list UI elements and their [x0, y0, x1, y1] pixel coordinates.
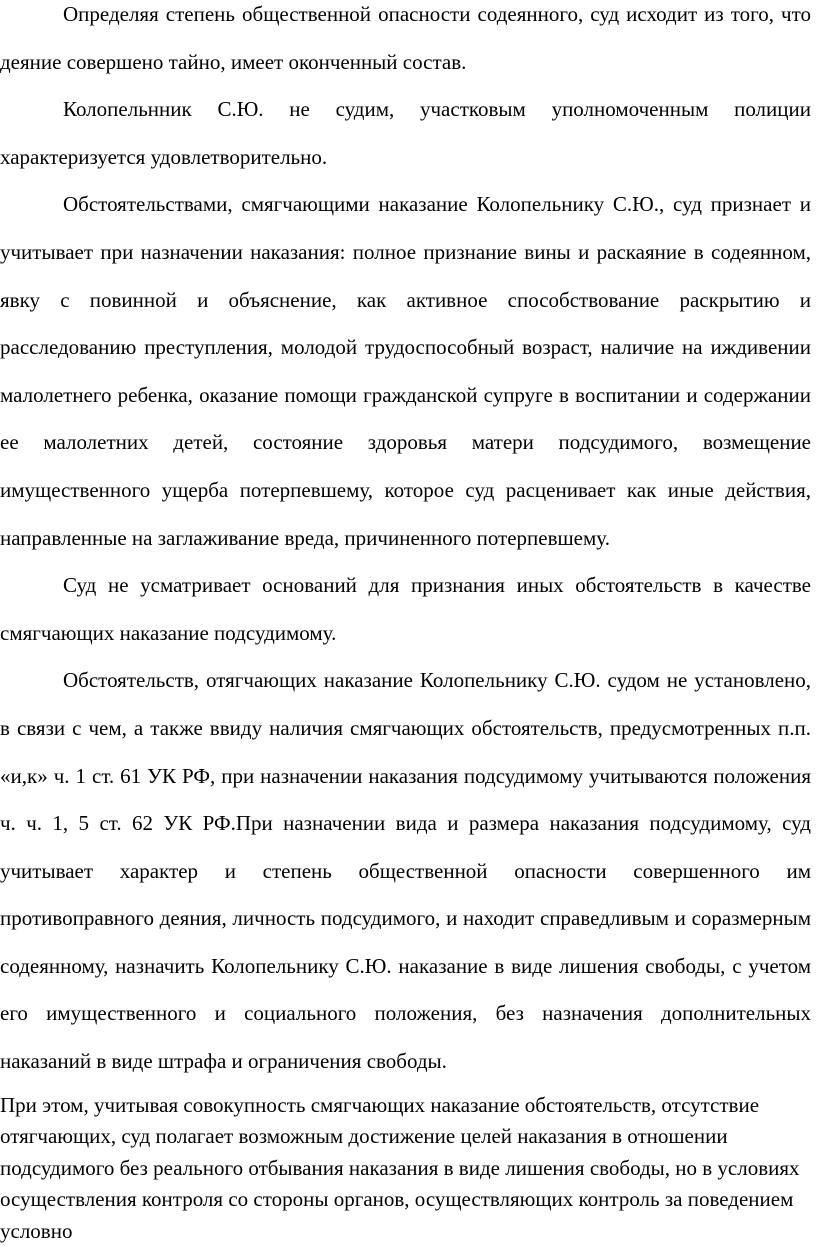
- paragraph-danger-assessment: Определяя степень общественной опасности содеянного, суд исходит из того, что деяние совершено тайно, имеет оконченный состав.: [0, 2, 811, 74]
- paragraph-mitigating-circumstances: Обстоятельствами, смягчающими наказание Колопельнику С.Ю., суд признает и учитывает при назначении наказания: полное признание вины и раскаяние в содеянном, явку с повинной и объяснение, как активное способствование раскрытию и расследованию преступления, молодой трудоспособный возраст, наличие на иждивении малолетнего ребенка, оказание помощи гражданской супруге в воспитании и содержании ее малолетних детей, состояние здоровья матери подсудимого, возмещение имущественного ущерба потерпевшему, которое суд расценивает как иные действия, направленные на заглаживание вреда, причиненного потерпевшему.: [0, 192, 811, 550]
- paragraph-sentencing: Обстоятельств, отягчающих наказание Колопельнику С.Ю. судом не установлено, в связи с чем, а также ввиду наличия смягчающих обстоятельств, предусмотренных п.п. «и,к» ч. 1 ст. 61 УК РФ, при назначении наказания подсудимому учитываются положения ч. ч. 1, 5 ст. 62 УК РФ.При назначении вида и размера наказания подсудимому, суд учитывает характер и степень общественной опасности совершенного им противоправного деяния, личность подсудимого, и находит справедливым и соразмерным содеянному, назначить Колопельнику С.Ю. наказание в виде лишения свободы, с учетом его имущественного и социального положения, без назначения дополнительных наказаний в виде штрафа и ограничения свободы.: [0, 668, 811, 1074]
- paragraph-suspended-sentence: При этом, учитывая совокупность смягчающих наказание обстоятельств, отсутствие отягчающих, суд полагает возможным достижение целей наказания в отношении подсудимого без реального отбывания наказания в виде лишения свободы, но в условиях осуществления контроля со стороны органов, осуществляющих контроль за поведением условно: [0, 1092, 800, 1243]
- paragraph-defendant-character: Колопельнник С.Ю. не судим, участковым уполномоченным полиции характеризуется удовлетворительно.: [0, 97, 811, 169]
- paragraph-no-other-mitigating: Суд не усматривает оснований для признания иных обстоятельств в качестве смягчающих наказание подсудимому.: [0, 573, 811, 645]
